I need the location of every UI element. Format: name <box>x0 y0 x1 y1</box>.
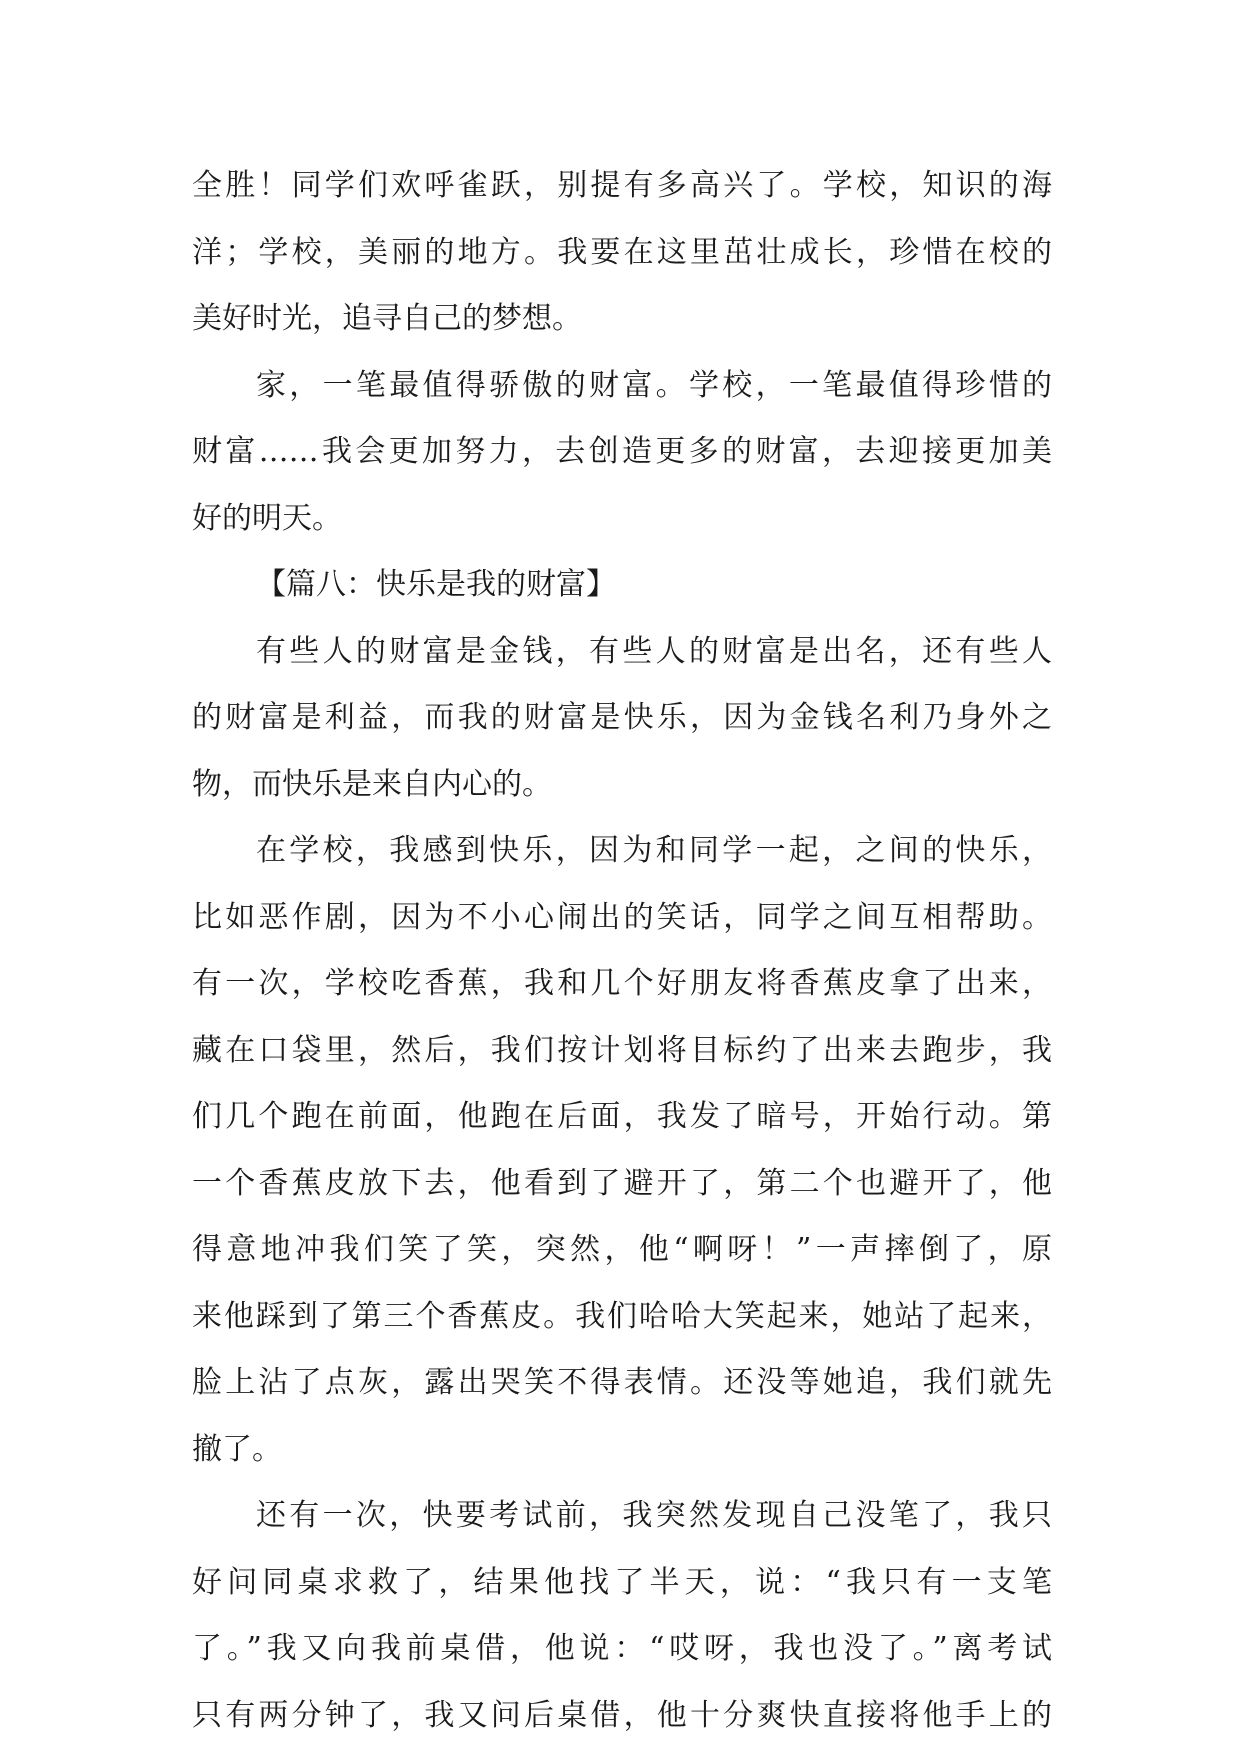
text-line: 了。”我又向我前桌借，他说：“哎呀，我也没了。”离考试 <box>192 1631 1052 1666</box>
text-line: 有一次，学校吃香蕉，我和几个好朋友将香蕉皮拿了出来， <box>192 966 1052 1001</box>
text-line: 一个香蕉皮放下去，他看到了避开了，第二个也避开了，他 <box>192 1165 1052 1201</box>
text-line: 的财富是利益，而我的财富是快乐，因为金钱名利乃身外之 <box>192 700 1052 735</box>
section-heading <box>192 552 1052 619</box>
text-line: 在学校，我感到快乐，因为和同学一起，之间的快乐， <box>256 833 1052 868</box>
paragraph <box>192 153 1052 353</box>
text-line: 好的明天。 <box>192 500 342 536</box>
text-line: 脸上沾了点灰，露出哭笑不得表情。还没等她追，我们就先 <box>192 1365 1052 1400</box>
text-line: 撤了。 <box>192 1431 282 1467</box>
text-line: 来他踩到了第三个香蕉皮。我们哈哈大笑起来，她站了起来， <box>192 1298 1052 1334</box>
text-line: 财富……我会更加努力，去创造更多的财富，去迎接更加美 <box>192 434 1052 469</box>
text-line: 比如恶作剧，因为不小心闹出的笑话，同学之间互相帮助。 <box>192 899 1052 935</box>
text-line: 得意地冲我们笑了笑，突然，他“啊呀！”一声摔倒了，原 <box>192 1232 1052 1267</box>
text-line: 只有两分钟了，我又问后桌借，他十分爽快直接将他手上的 <box>192 1697 1052 1733</box>
text-line: 还有一次，快要考试前，我突然发现自己没笔了，我只 <box>256 1498 1052 1533</box>
text-line: 物，而快乐是来自内心的。 <box>192 766 552 802</box>
text-line: 家，一笔最值得骄傲的财富。学校，一笔最值得珍惜的 <box>256 367 1052 403</box>
text-line: 好问同桌求救了，结果他找了半天，说：“我只有一支笔 <box>192 1564 1052 1600</box>
text-line: 全胜！同学们欢呼雀跃，别提有多高兴了。学校，知识的海 <box>192 168 1052 203</box>
text-line: 洋；学校，美丽的地方。我要在这里茁壮成长，珍惜在校的 <box>192 234 1052 270</box>
text-line: 【篇八：快乐是我的财富】 <box>256 567 616 602</box>
paragraph <box>192 1483 1052 1749</box>
text-line: 有些人的财富是金钱，有些人的财富是出名，还有些人 <box>256 633 1052 669</box>
paragraph <box>192 619 1052 819</box>
paragraph <box>192 353 1052 553</box>
document-body <box>192 153 1052 1749</box>
text-line: 们几个跑在前面，他跑在后面，我发了暗号，开始行动。第 <box>192 1099 1052 1134</box>
text-line: 美好时光，追寻自己的梦想。 <box>192 301 582 336</box>
text-line: 藏在口袋里，然后，我们按计划将目标约了出来去跑步，我 <box>192 1032 1052 1068</box>
paragraph <box>192 818 1052 1483</box>
